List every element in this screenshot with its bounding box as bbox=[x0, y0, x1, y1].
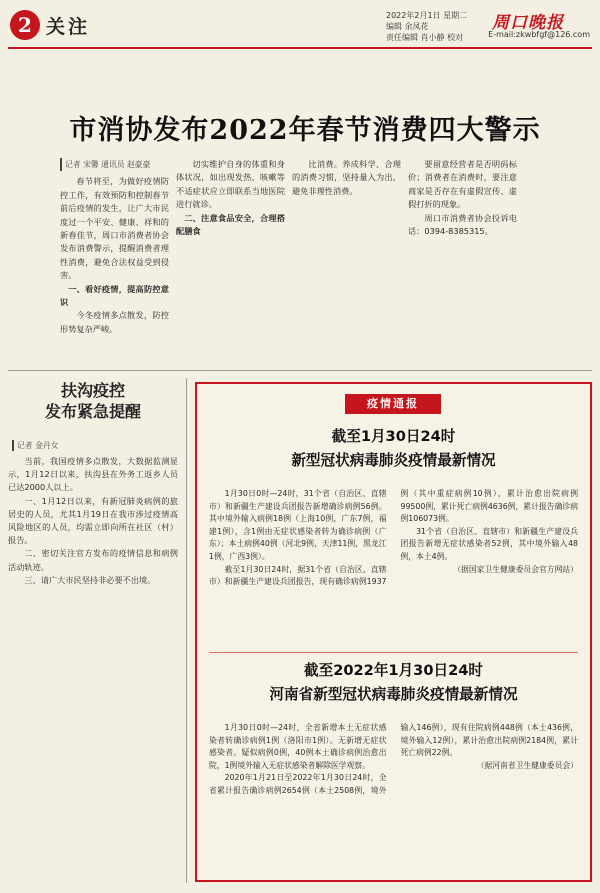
epidemic-panel bbox=[195, 382, 592, 882]
proof-text: 责任编辑 肖小静 校对 bbox=[386, 33, 464, 42]
lead-byline: 记者 宋馨 通讯员 赵豪豪 bbox=[60, 158, 169, 171]
editor-text: 编辑 余凤花 bbox=[386, 22, 429, 31]
lead-column-2 bbox=[176, 158, 285, 358]
masthead bbox=[8, 8, 592, 48]
panel-tab-label: 疫情通报 bbox=[345, 394, 441, 414]
sidebar-paragraph: 一、1月12日以来，有新冠肺炎病例的旅居史的人员，尤其1月19日在我市涉过疫情高风险地区的人员，均需立即向所在社区（村）报告。 bbox=[8, 495, 178, 546]
lead-column-1 bbox=[60, 158, 169, 358]
lead-paragraph: 切实维护自身的体重和身体状况，如出现发热、咳嗽等不适症状应立即联系当地医院进行就诊。 bbox=[176, 159, 285, 210]
report-paragraph: 截至1月30日24时，据31个省（自治区、直辖市）和新疆生产建设兵团报告，现有确诊病例1937例（其中重症病例10例），累计治愈出院病例99500例，累计死亡病例4636例，累计报告确诊病例106073例。 bbox=[209, 489, 578, 587]
report1-body bbox=[209, 488, 578, 638]
sidebar-title-line-1: 扶沟疫控 bbox=[60, 381, 125, 400]
sidebar-paragraph: 二、密切关注官方发布的疫情信息和病例活动轨迹。 bbox=[8, 548, 178, 572]
report-paragraph: 2020年1月21日至2022年1月30日24时，全省累计报告确诊病例2654例（本土2508例，境外输入146例），现有住院病例448例（本土436例，境外输入12例），累计治愈出院病例2184例，累计死亡病例22例。 bbox=[209, 723, 578, 795]
column-divider bbox=[186, 378, 187, 883]
lead-paragraph: 春节将至，为做好疫情防控工作，有效预防和控制春节前后疫情的发生，让广大市民度过一个平安、健康、祥和的新春佳节，周口市消费者协会发布消费警示，提醒消费者理性消费，避免合法权益受到侵害。 bbox=[60, 176, 169, 281]
section-divider bbox=[8, 370, 592, 371]
report2-body bbox=[209, 722, 578, 872]
page-number: 2 bbox=[10, 10, 40, 40]
report-separator bbox=[209, 652, 578, 653]
sidebar-title-line-2: 发布紧急提醒 bbox=[44, 402, 141, 421]
report1-title-line-2: 新型冠状病毒肺炎疫情最新情况 bbox=[291, 452, 496, 469]
sidebar-paragraph: 当前，我国疫情多点散发，大数据监测显示，1月12日以来，扶沟县在外务工返乡人员已达2000人以上。 bbox=[8, 456, 178, 493]
dateline bbox=[386, 10, 467, 43]
masthead-rule bbox=[8, 47, 592, 49]
lead-subheading: 一、看好疫情，提高防控意识 bbox=[60, 283, 169, 308]
lead-headline: 市消协发布2022年春节消费四大警示 bbox=[69, 115, 541, 146]
report-paragraph: 31个省（自治区、直辖市）和新疆生产建设兵团报告新增无症状感染者52例，其中境外输入48例，本土4例。 bbox=[400, 526, 578, 561]
report-paragraph: 1月30日0时—24时，全省新增本土无症状感染者转确诊病例1例（洛阳市1例）。无新增无症状感染者。疑似病例0例，40例本土确诊病例治愈出院，1例境外输入无症状感染者解除医学观察。 bbox=[209, 723, 387, 770]
lead-column-4 bbox=[408, 158, 517, 358]
lead-paragraph: 今冬疫情多点散发，防控形势复杂严峻。 bbox=[60, 310, 169, 334]
report2-title-line-1: 截至2022年1月30日24时 bbox=[304, 662, 483, 679]
sidebar-body bbox=[8, 455, 178, 587]
lead-paragraph: 周口市消费者协会投诉电话：0394-8385315。 bbox=[408, 212, 517, 237]
report1-title-line-1: 截至1月30日24时 bbox=[331, 428, 456, 445]
report2-title-line-2: 河南省新型冠状病毒肺炎疫情最新情况 bbox=[269, 686, 518, 703]
sidebar-paragraph: 三、请广大市民坚持非必要不出境。 bbox=[24, 574, 156, 585]
date-text: 2022年2月1日 星期二 bbox=[386, 11, 468, 20]
sidebar-byline: 记者 金丹女 bbox=[12, 440, 178, 451]
lead-column-3 bbox=[292, 158, 401, 358]
lead-paragraph: 要留意经营者是否明码标价；消费者在消费时，要注意商家是否存在有虚假宣传、虚假打折的现象。 bbox=[408, 159, 517, 210]
report-source: （据河南省卫生健康委员会） bbox=[476, 760, 578, 770]
sidebar-title bbox=[8, 380, 178, 422]
lead-paragraph: 比消费。养成科学、合理的消费习惯，坚持量入为出，避免非理性消费。 bbox=[292, 159, 401, 196]
report-paragraph: 1月30日0时—24时，31个省（自治区、直辖市）和新疆生产建设兵团报告新增确诊病例56例。其中境外输入病例18例（上海10例，广东7例，福建1例），含1例由无症状感染者转为确诊病例（广东）；本土病例40例（河北9例，天津11例，黑龙江1例，广西3例）。 bbox=[209, 489, 387, 561]
sidebar-article bbox=[8, 378, 178, 883]
email-text: E-mail:zkwbfgf@126.com bbox=[488, 30, 590, 39]
report-source: （据国家卫生健康委员会官方网站） bbox=[453, 564, 578, 574]
lead-subheading: 二、注意食品安全，合理搭配膳食 bbox=[176, 212, 285, 237]
newspaper-logo: 周口晚报 bbox=[492, 13, 564, 33]
section-title: 关注 bbox=[46, 16, 91, 38]
